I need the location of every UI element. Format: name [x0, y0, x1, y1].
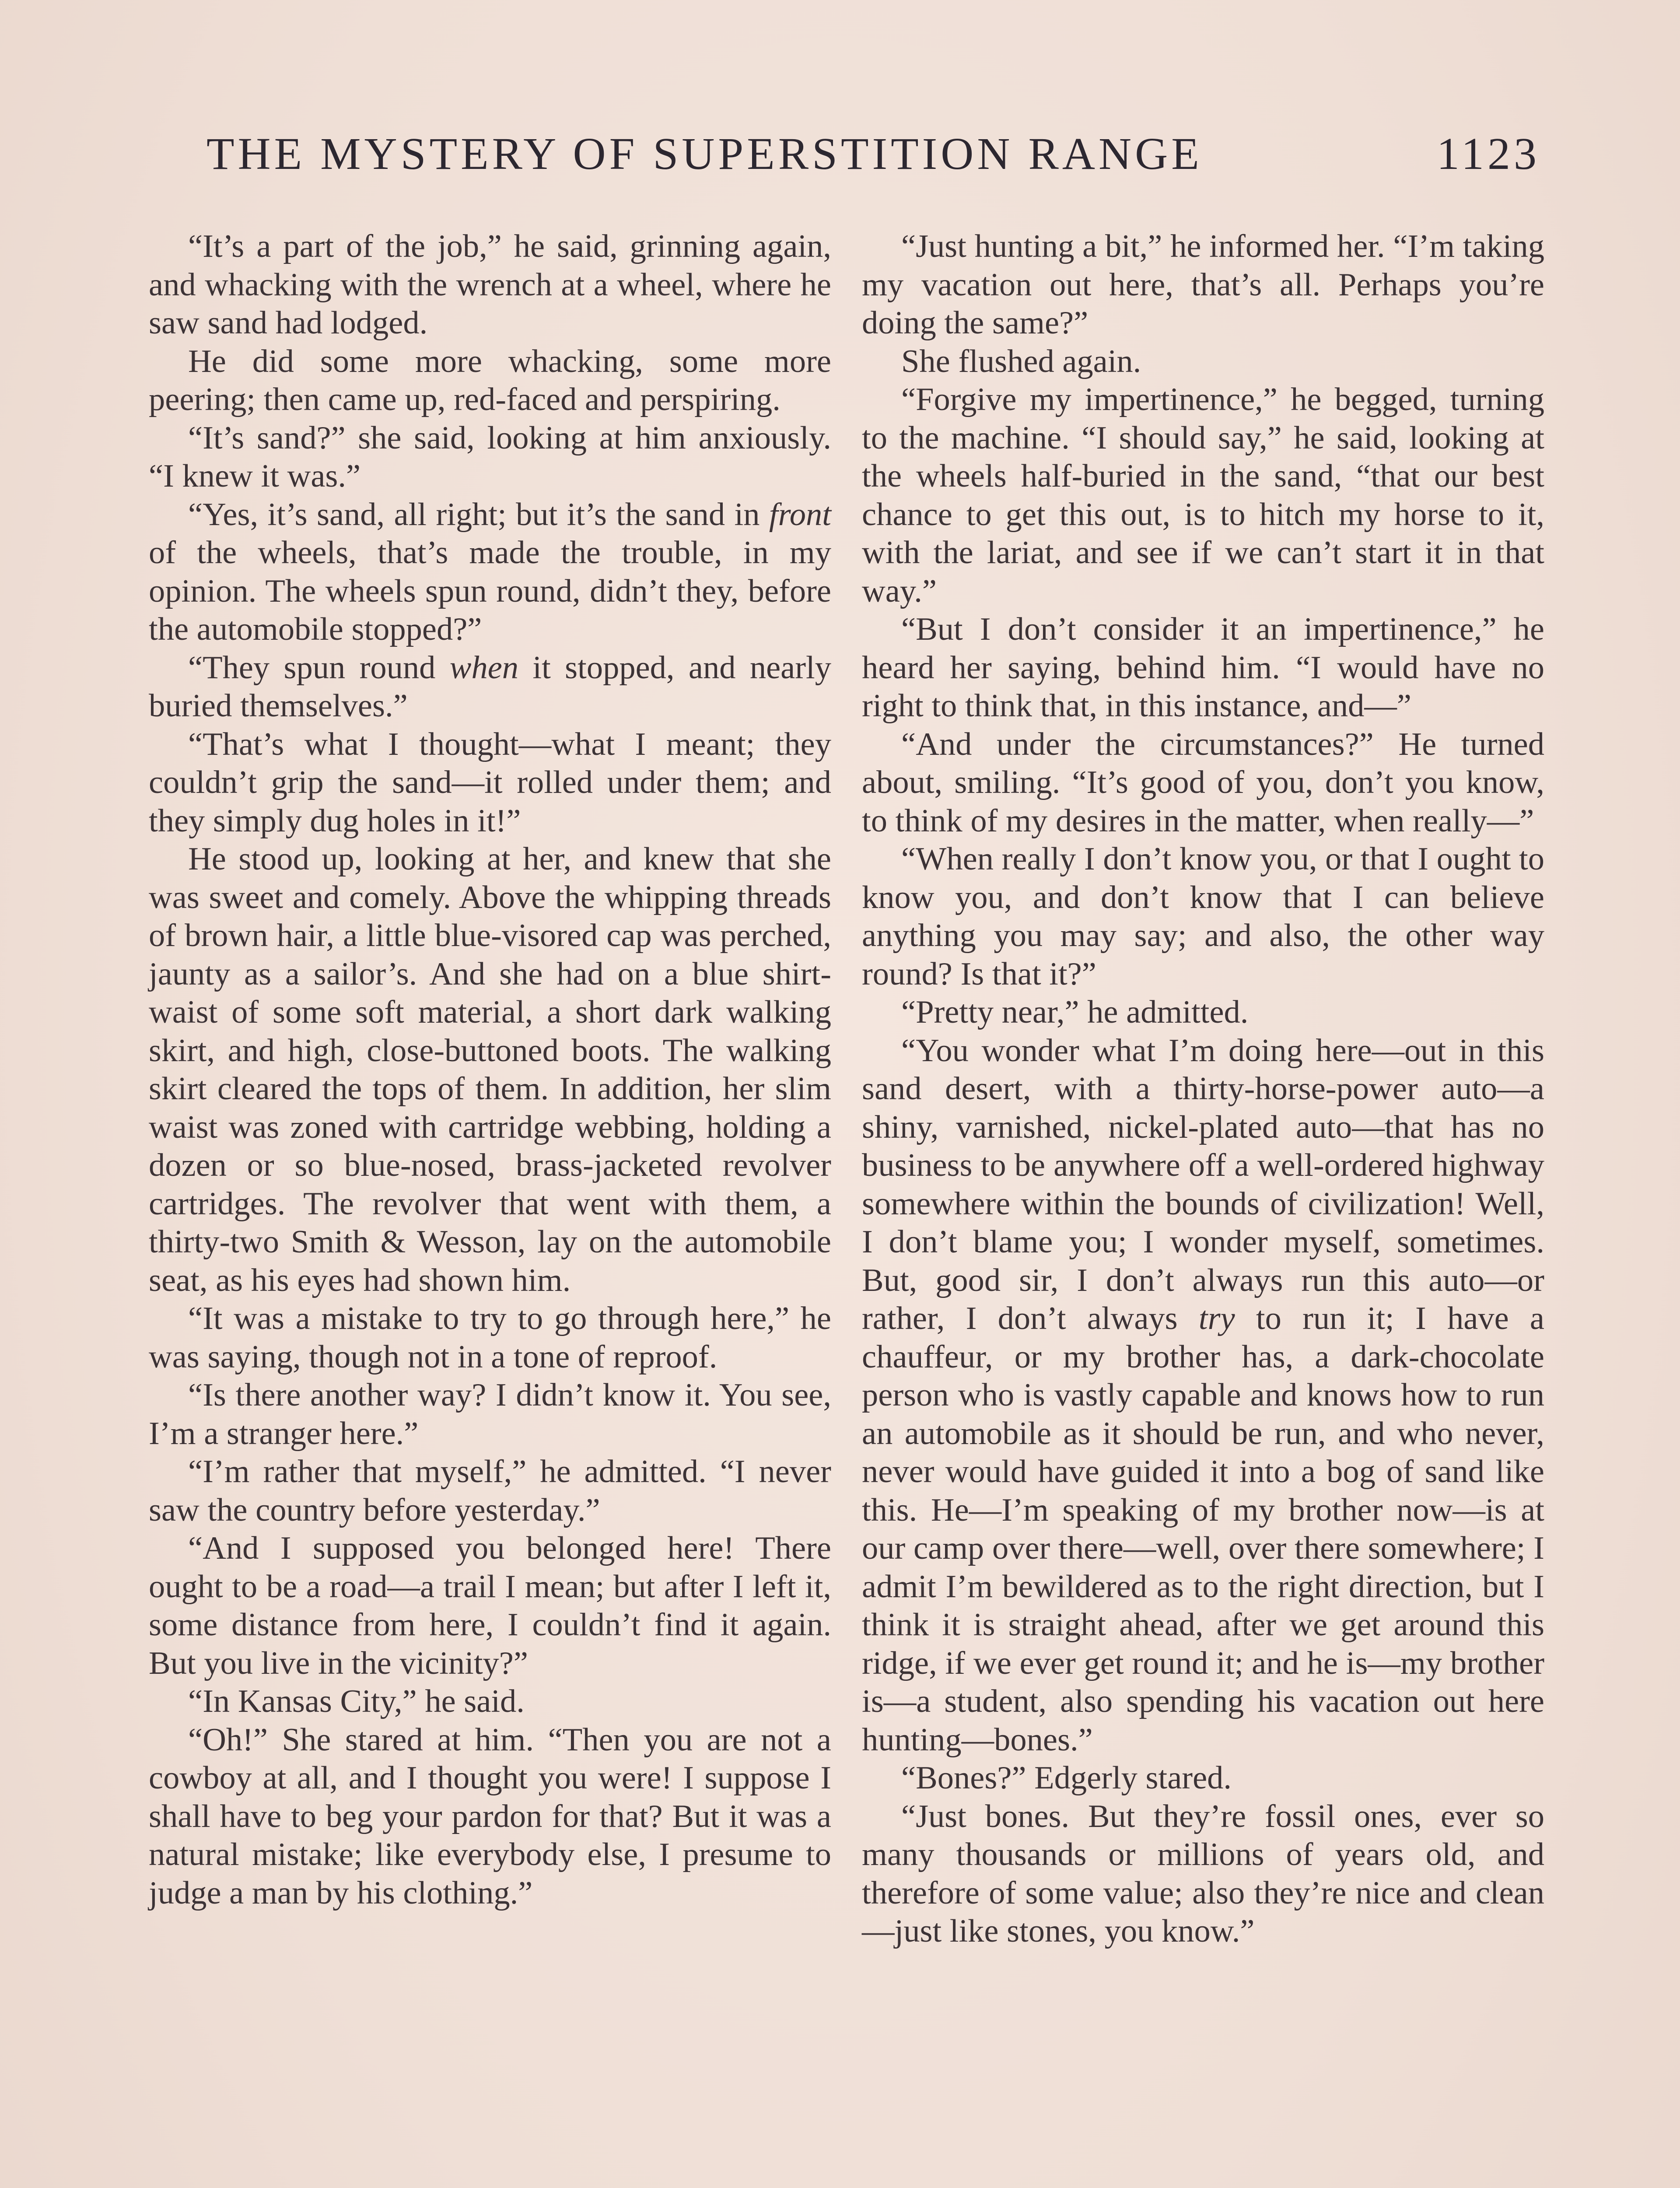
- paragraph: “Forgive my impertinence,” he begged, turning to the machine. “I should say,” he said, looking at the wheels half-buried in the sand, “that our best chance to get this out, is to hitch my horse to it, with the lariat, and see if we can’t start it in that way.”: [862, 382, 1544, 609]
- paragraph-text: of the wheels, that’s made the trouble, in my opinion. The wheels spun round, didn’t they, before the automobile stopped?”: [149, 535, 831, 647]
- paragraph: “It’s sand?” she said, looking at him anxiously. “I knew it was.”: [149, 420, 831, 494]
- paragraph: [149, 496, 831, 649]
- paragraph: “When really I don’t know you, or that I ought to know you, and don’t know that I can believe anything you may say; and also, the other way round? Is that it?”: [862, 841, 1544, 992]
- paragraph: She flushed again.: [901, 343, 1141, 379]
- paragraph-text: “They spun round: [188, 649, 450, 686]
- paragraph: [149, 649, 831, 726]
- paragraph-text: to run it; I have a chauffeur, or my brother has, a dark-chocolate person who is vastly capable and knows how to run an automobile as it should be run, and who never, never would have guided it into a bog of sand like this. He—I’m speaking of my brother now—is at our camp over there—well, over there somewhere; I admit I’m bewildered as to the right direction, but I think it is straight ahead, after we get around this ridge, if we ever get round it; and he is—my brother is—a student, also spending his vacation out here hunting—bones.”: [862, 1301, 1544, 1758]
- italic-emphasis: front: [769, 496, 831, 533]
- paragraph: “It was a mistake to try to go through here,” he was saying, though not in a tone of reproof.: [149, 1301, 831, 1375]
- paragraph: “And I supposed you belonged here! There ought to be a road—a trail I mean; but after I left it, some distance from here, I couldn’t find it again. But you live in the vicinity?”: [149, 1530, 831, 1681]
- paragraph: “But I don’t consider it an impertinence,” he heard her saying, behind him. “I would have no right to think that, in this instance, and—”: [862, 611, 1544, 724]
- paragraph: “I’m rather that myself,” he admitted. “I never saw the country before yesterday.”: [149, 1454, 831, 1528]
- paragraph: “It’s a part of the job,” he said, grinning again, and whacking with the wrench at a wheel, where he saw sand had lodged.: [149, 228, 831, 341]
- paragraph: “And under the circumstances?” He turned about, smiling. “It’s good of you, don’t you know, to think of my desires in the matter, when really—”: [862, 726, 1544, 839]
- paragraph: [862, 1032, 1544, 1760]
- page-number: 1123: [1436, 129, 1540, 179]
- italic-emphasis: try: [1198, 1301, 1235, 1336]
- paragraph: “Bones?” Edgerly stared.: [901, 1760, 1232, 1796]
- paragraph-text: “You wonder what I’m doing here—out in this sand desert, with a thirty-horse-power auto—a shiny, varnished, nickel-plated auto—that has no business to be anywhere off a well-ordered highway somewhere within the bounds of civilization! Well, I don’t blame you; I wonder myself, sometimes. But, good sir, I don’t always run this auto—or rather, I don’t always: [862, 1032, 1544, 1336]
- paragraph-text: “Yes, it’s sand, all right; but it’s the sand in: [188, 496, 769, 533]
- paragraph: “Is there another way? I didn’t know it. You see, I’m a stranger here.”: [149, 1377, 831, 1452]
- paragraph: “Just bones. But they’re fossil ones, ever so many thousands or millions of years old, and therefore of some value; also they’re nice and clean—just like stones, you know.”: [862, 1798, 1544, 1949]
- paragraph: “Oh!” She stared at him. “Then you are not a cowboy at all, and I thought you were! I suppose I shall have to beg your pardon for that? But it was a natural mistake; like everybody else, I presume to judge a man by his clothing.”: [149, 1722, 831, 1911]
- paragraph: “Just hunting a bit,” he informed her. “I’m taking my vacation out here, that’s all. Perhaps you’re doing the same?”: [862, 228, 1544, 341]
- running-title: THE MYSTERY OF SUPERSTITION RANGE: [206, 129, 1203, 179]
- right-text-column: [862, 228, 1544, 1951]
- paragraph: “In Kansas City,” he said.: [188, 1683, 525, 1719]
- running-header: [206, 128, 1540, 185]
- paragraph: “Pretty near,” he admitted.: [901, 994, 1249, 1030]
- left-text-column: [149, 228, 831, 1912]
- paragraph-text: it stopped, and nearly buried themselves.”: [149, 649, 831, 724]
- paragraph: “That’s what I thought—what I meant; they couldn’t grip the sand—it rolled under them; and they simply dug holes in it!”: [149, 726, 831, 839]
- italic-emphasis: when: [449, 649, 519, 686]
- paragraph: He did some more whacking, some more peering; then came up, red-faced and perspiring.: [149, 343, 831, 417]
- paragraph: He stood up, looking at her, and knew that she was sweet and comely. Above the whipping threads of brown hair, a little blue-visored cap was perched, jaunty as a sailor’s. And she had on a blue shirt-waist of some soft material, a short dark walking skirt, and high, close-buttoned boots. The walking skirt cleared the tops of them. In addition, her slim waist was zoned with cartridge webbing, holding a dozen or so blue-nosed, brass-jacketed revolver cartridges. The revolver that went with them, a thirty-two Smith & Wesson, lay on the automobile seat, as his eyes had shown him.: [149, 841, 831, 1298]
